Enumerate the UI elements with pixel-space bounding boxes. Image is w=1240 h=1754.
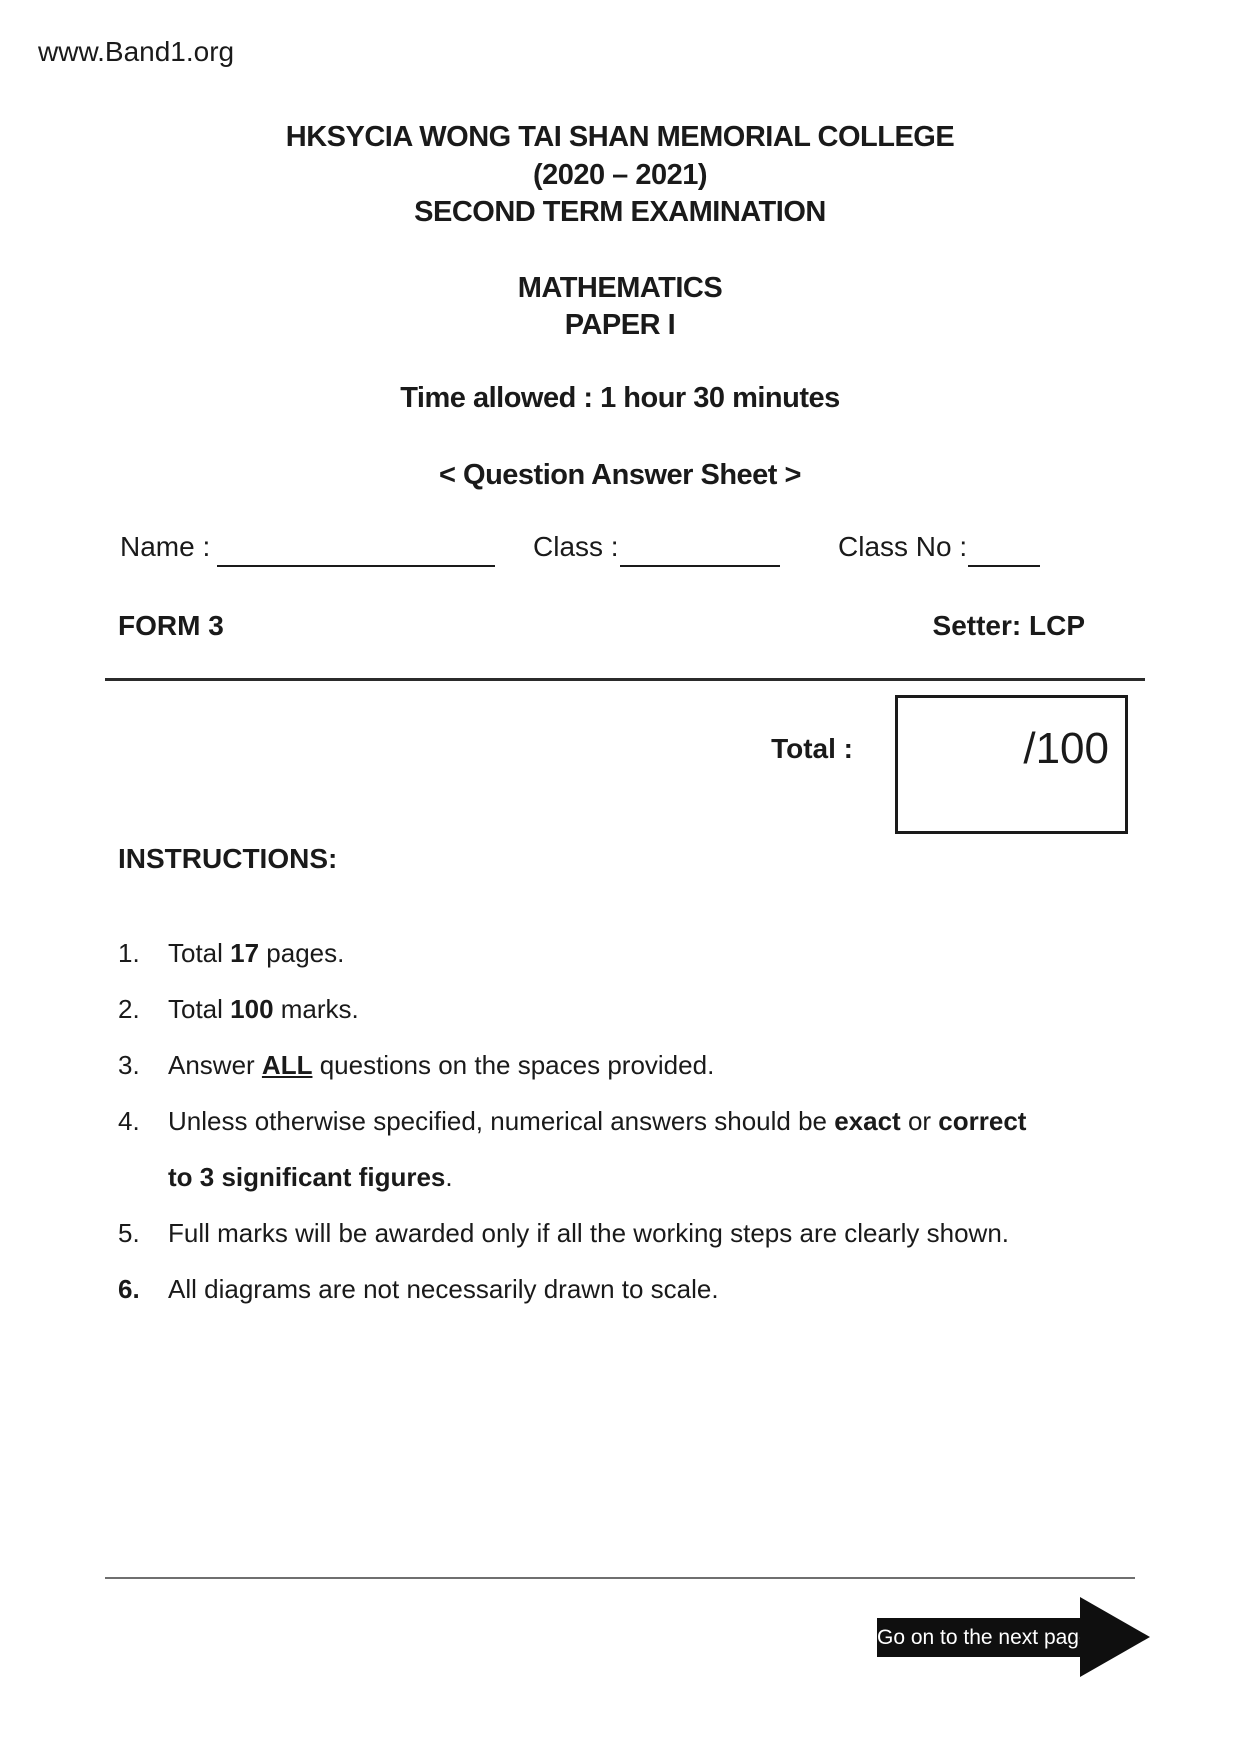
class-no-blank-field — [968, 565, 1040, 567]
instruction-row — [0, 1274, 1240, 1308]
school-year: (2020 – 2021) — [532, 159, 708, 191]
setter: Setter: LCP — [932, 610, 1085, 641]
instruction-number: 1. — [118, 938, 140, 968]
time-allowed: Time allowed : 1 hour 30 minutes — [400, 382, 840, 414]
watermark-link: www.Band1.org — [38, 36, 235, 67]
class-label: Class : — [533, 531, 619, 562]
footer-rule — [105, 1577, 1135, 1579]
next-page-banner: Go on to the next page — [877, 1618, 1080, 1657]
total-label: Total : — [771, 733, 853, 764]
name-blank-field — [217, 565, 495, 567]
instruction-number: 4. — [118, 1106, 140, 1136]
instruction-row — [0, 1106, 1240, 1140]
college-name: HKSYCIA WONG TAI SHAN MEMORIAL COLLEGE — [285, 121, 955, 153]
form-level: FORM 3 — [118, 610, 224, 641]
instruction-text: All diagrams are not necessarily drawn to scale. — [168, 1274, 719, 1304]
instruction-number: 5. — [118, 1218, 140, 1248]
exam-title: SECOND TERM EXAMINATION — [414, 196, 826, 228]
total-score-denominator: /100 — [1023, 724, 1109, 773]
class-no-label: Class No : — [838, 531, 968, 562]
instruction-number: 2. — [118, 994, 140, 1024]
name-label: Name : — [120, 531, 211, 562]
instruction-number: 3. — [118, 1050, 140, 1080]
instruction-number: 6. — [118, 1274, 140, 1304]
instruction-text: to 3 significant figures. — [168, 1162, 453, 1192]
instruction-text: Unless otherwise specified, numerical answers should be exact or correct — [168, 1106, 1027, 1136]
paper-title: PAPER I — [564, 309, 676, 341]
subject-title: MATHEMATICS — [517, 272, 723, 304]
next-page-arrow-icon — [1080, 1597, 1150, 1677]
instruction-row — [0, 1050, 1240, 1084]
instruction-text: Full marks will be awarded only if all the working steps are clearly shown. — [168, 1218, 1010, 1248]
instruction-text: Total 17 pages. — [168, 938, 345, 968]
instruction-row — [0, 994, 1240, 1028]
instruction-text: Answer ALL questions on the spaces provided. — [168, 1050, 715, 1080]
instruction-row — [0, 1218, 1240, 1252]
total-score-box — [895, 695, 1128, 834]
instruction-row — [0, 1162, 1240, 1196]
instructions-heading: INSTRUCTIONS: — [118, 843, 338, 874]
section-divider-rule — [105, 678, 1145, 681]
instruction-row — [0, 938, 1240, 972]
instruction-text: Total 100 marks. — [168, 994, 359, 1024]
class-blank-field — [620, 565, 780, 567]
sheet-type: < Question Answer Sheet > — [439, 459, 801, 491]
